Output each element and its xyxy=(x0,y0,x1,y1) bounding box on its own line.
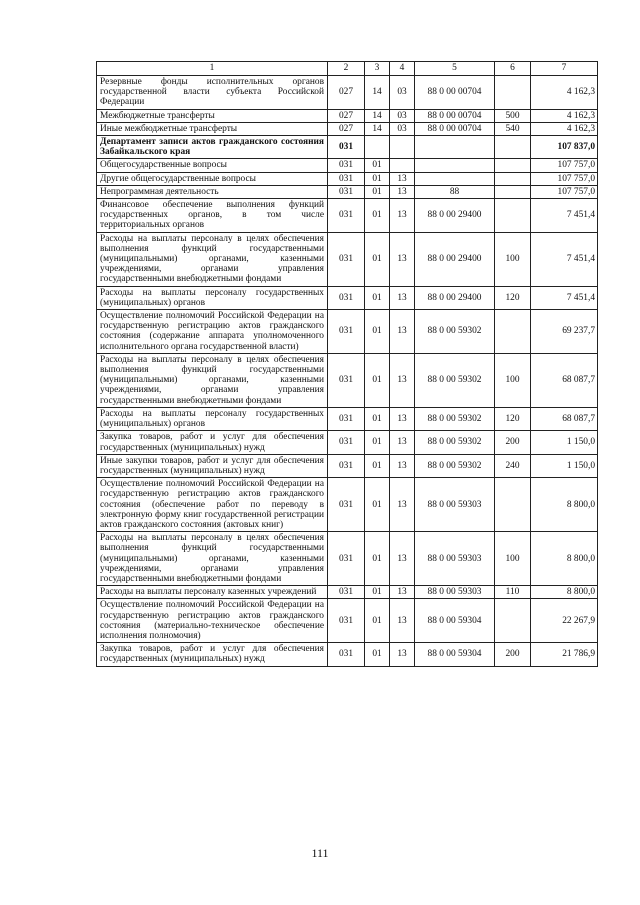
row-target-article-cell: 88 0 00 59302 xyxy=(415,431,495,454)
row-target-article-cell: 88 0 00 59302 xyxy=(415,407,495,430)
column-header: 5 xyxy=(415,62,495,76)
row-expense-type-cell xyxy=(495,310,531,354)
column-header: 7 xyxy=(531,62,598,76)
row-target-article-cell: 88 0 00 29400 xyxy=(415,232,495,286)
row-name-cell: Департамент записи актов гражданского состояния Забайкальского края xyxy=(97,136,328,159)
row-subsection-cell: 13 xyxy=(390,407,415,430)
row-section-cell: 14 xyxy=(365,122,390,135)
table-row xyxy=(97,431,598,454)
row-name-cell: Расходы на выплаты персоналу государственных (муниципальных) органов xyxy=(97,407,328,430)
row-expense-type-cell: 100 xyxy=(495,532,531,586)
row-amount-cell: 7 451,4 xyxy=(531,199,598,233)
row-target-article-cell xyxy=(415,136,495,159)
row-amount-cell: 69 237,7 xyxy=(531,310,598,354)
column-header: 4 xyxy=(390,62,415,76)
row-subsection-cell: 03 xyxy=(390,122,415,135)
row-amount-cell: 107 757,0 xyxy=(531,159,598,172)
row-subsection-cell: 13 xyxy=(390,185,415,198)
table-row xyxy=(97,643,598,666)
row-name-cell: Расходы на выплаты персоналу казенных учреждений xyxy=(97,586,328,599)
row-amount-cell: 7 451,4 xyxy=(531,232,598,286)
row-target-article-cell: 88 0 00 00704 xyxy=(415,122,495,135)
table-row xyxy=(97,353,598,407)
row-target-article-cell: 88 0 00 00704 xyxy=(415,76,495,110)
row-expense-type-cell xyxy=(495,172,531,185)
row-amount-cell: 107 757,0 xyxy=(531,185,598,198)
row-expense-type-cell: 120 xyxy=(495,286,531,309)
row-target-article-cell: 88 0 00 59302 xyxy=(415,310,495,354)
row-subsection-cell: 13 xyxy=(390,310,415,354)
row-subsection-cell: 03 xyxy=(390,76,415,110)
row-subsection-cell: 13 xyxy=(390,199,415,233)
row-amount-cell: 7 451,4 xyxy=(531,286,598,309)
row-expense-type-cell xyxy=(495,199,531,233)
row-name-cell: Расходы на выплаты персоналу в целях обеспечения выполнения функций государственными (муниципальными) органами, казенными учреждениями, органами управления государственными внебюджетными фондами xyxy=(97,232,328,286)
table-row xyxy=(97,454,598,477)
row-target-article-cell: 88 0 00 59302 xyxy=(415,353,495,407)
row-code-cell: 031 xyxy=(328,643,365,666)
row-amount-cell: 8 800,0 xyxy=(531,532,598,586)
row-target-article-cell: 88 0 00 00704 xyxy=(415,109,495,122)
row-section-cell: 01 xyxy=(365,353,390,407)
row-subsection-cell: 13 xyxy=(390,599,415,643)
row-expense-type-cell: 120 xyxy=(495,407,531,430)
table-row xyxy=(97,122,598,135)
row-subsection-cell: 13 xyxy=(390,172,415,185)
table-row xyxy=(97,532,598,586)
table-body xyxy=(97,62,598,667)
row-expense-type-cell: 240 xyxy=(495,454,531,477)
row-target-article-cell xyxy=(415,172,495,185)
row-target-article-cell: 88 0 00 29400 xyxy=(415,199,495,233)
row-name-cell: Резервные фонды исполнительных органов государственной власти субъекта Российской Федерации xyxy=(97,76,328,110)
row-subsection-cell: 13 xyxy=(390,478,415,532)
row-amount-cell: 8 800,0 xyxy=(531,478,598,532)
row-section-cell: 01 xyxy=(365,643,390,666)
row-expense-type-cell xyxy=(495,159,531,172)
row-section-cell: 14 xyxy=(365,109,390,122)
row-subsection-cell: 13 xyxy=(390,431,415,454)
row-name-cell: Расходы на выплаты персоналу государственных (муниципальных) органов xyxy=(97,286,328,309)
row-expense-type-cell: 540 xyxy=(495,122,531,135)
row-code-cell: 031 xyxy=(328,353,365,407)
row-code-cell: 031 xyxy=(328,586,365,599)
row-code-cell: 031 xyxy=(328,532,365,586)
row-name-cell: Финансовое обеспечение выполнения функций государственных органов, в том числе территориальных органов xyxy=(97,199,328,233)
row-section-cell: 01 xyxy=(365,286,390,309)
row-amount-cell: 4 162,3 xyxy=(531,76,598,110)
row-subsection-cell: 03 xyxy=(390,109,415,122)
row-section-cell: 01 xyxy=(365,454,390,477)
row-target-article-cell: 88 0 00 29400 xyxy=(415,286,495,309)
row-section-cell: 01 xyxy=(365,232,390,286)
row-code-cell: 031 xyxy=(328,478,365,532)
row-amount-cell: 8 800,0 xyxy=(531,586,598,599)
row-code-cell: 031 xyxy=(328,172,365,185)
row-expense-type-cell xyxy=(495,599,531,643)
column-header: 1 xyxy=(97,62,328,76)
row-subsection-cell: 13 xyxy=(390,586,415,599)
row-name-cell: Иные закупки товаров, работ и услуг для обеспечения государственных (муниципальных) нужд xyxy=(97,454,328,477)
row-name-cell: Осуществление полномочий Российской Федерации на государственную регистрацию актов гражданского состояния (содержание аппарата уполномоченного исполнительного органа государственной власти) xyxy=(97,310,328,354)
row-section-cell: 01 xyxy=(365,159,390,172)
row-code-cell: 031 xyxy=(328,185,365,198)
row-section-cell: 01 xyxy=(365,407,390,430)
row-section-cell: 01 xyxy=(365,599,390,643)
row-expense-type-cell: 110 xyxy=(495,586,531,599)
row-section-cell: 01 xyxy=(365,185,390,198)
row-section-cell: 01 xyxy=(365,532,390,586)
row-target-article-cell: 88 0 00 59303 xyxy=(415,478,495,532)
column-header: 3 xyxy=(365,62,390,76)
row-expense-type-cell: 100 xyxy=(495,353,531,407)
row-section-cell: 01 xyxy=(365,310,390,354)
row-code-cell: 031 xyxy=(328,407,365,430)
table-row xyxy=(97,478,598,532)
row-subsection-cell: 13 xyxy=(390,353,415,407)
row-subsection-cell: 13 xyxy=(390,454,415,477)
table-row xyxy=(97,109,598,122)
row-target-article-cell: 88 0 00 59302 xyxy=(415,454,495,477)
row-code-cell: 031 xyxy=(328,136,365,159)
row-code-cell: 031 xyxy=(328,454,365,477)
row-name-cell: Закупка товаров, работ и услуг для обеспечения государственных (муниципальных) нужд xyxy=(97,643,328,666)
row-amount-cell: 4 162,3 xyxy=(531,122,598,135)
row-name-cell: Межбюджетные трансферты xyxy=(97,109,328,122)
table-row xyxy=(97,232,598,286)
row-section-cell: 01 xyxy=(365,199,390,233)
row-amount-cell: 68 087,7 xyxy=(531,353,598,407)
row-expense-type-cell xyxy=(495,478,531,532)
table-row xyxy=(97,159,598,172)
table-row xyxy=(97,172,598,185)
row-amount-cell: 22 267,9 xyxy=(531,599,598,643)
row-code-cell: 031 xyxy=(328,599,365,643)
column-header: 2 xyxy=(328,62,365,76)
row-subsection-cell: 13 xyxy=(390,232,415,286)
row-name-cell: Закупка товаров, работ и услуг для обеспечения государственных (муниципальных) нужд xyxy=(97,431,328,454)
row-subsection-cell: 13 xyxy=(390,643,415,666)
row-code-cell: 031 xyxy=(328,431,365,454)
row-amount-cell: 107 837,0 xyxy=(531,136,598,159)
table-row xyxy=(97,136,598,159)
row-section-cell: 01 xyxy=(365,172,390,185)
row-amount-cell: 107 757,0 xyxy=(531,172,598,185)
row-section-cell: 01 xyxy=(365,431,390,454)
row-name-cell: Иные межбюджетные трансферты xyxy=(97,122,328,135)
row-code-cell: 031 xyxy=(328,310,365,354)
row-expense-type-cell xyxy=(495,76,531,110)
row-code-cell: 031 xyxy=(328,286,365,309)
row-code-cell: 031 xyxy=(328,159,365,172)
row-name-cell: Общегосударственные вопросы xyxy=(97,159,328,172)
row-expense-type-cell: 200 xyxy=(495,431,531,454)
row-code-cell: 027 xyxy=(328,109,365,122)
row-code-cell: 027 xyxy=(328,76,365,110)
row-amount-cell: 4 162,3 xyxy=(531,109,598,122)
row-amount-cell: 1 150,0 xyxy=(531,431,598,454)
table-row xyxy=(97,185,598,198)
table-row xyxy=(97,599,598,643)
column-header: 6 xyxy=(495,62,531,76)
row-target-article-cell: 88 0 00 59303 xyxy=(415,532,495,586)
row-name-cell: Расходы на выплаты персоналу в целях обеспечения выполнения функций государственными (муниципальными) органами, казенными учреждениями, органами управления государственными внебюджетными фондами xyxy=(97,532,328,586)
row-section-cell: 01 xyxy=(365,478,390,532)
row-amount-cell: 1 150,0 xyxy=(531,454,598,477)
row-name-cell: Расходы на выплаты персоналу в целях обеспечения выполнения функций государственными (муниципальными) органами, казенными учреждениями, органами управления государственными внебюджетными фондами xyxy=(97,353,328,407)
row-name-cell: Осуществление полномочий Российской Федерации на государственную регистрацию актов гражданского состояния (материально-техническое обеспечение исполнения полномочия) xyxy=(97,599,328,643)
table-row xyxy=(97,76,598,110)
row-expense-type-cell: 500 xyxy=(495,109,531,122)
page-number: 111 xyxy=(311,846,329,860)
table-row xyxy=(97,199,598,233)
row-expense-type-cell: 200 xyxy=(495,643,531,666)
row-code-cell: 031 xyxy=(328,232,365,286)
row-target-article-cell: 88 0 00 59304 xyxy=(415,599,495,643)
row-name-cell: Другие общегосударственные вопросы xyxy=(97,172,328,185)
row-subsection-cell xyxy=(390,159,415,172)
row-expense-type-cell xyxy=(495,185,531,198)
row-target-article-cell: 88 0 00 59304 xyxy=(415,643,495,666)
row-expense-type-cell: 100 xyxy=(495,232,531,286)
row-section-cell xyxy=(365,136,390,159)
budget-table xyxy=(96,61,598,667)
row-target-article-cell: 88 xyxy=(415,185,495,198)
table-row xyxy=(97,286,598,309)
row-amount-cell: 21 786,9 xyxy=(531,643,598,666)
row-code-cell: 027 xyxy=(328,122,365,135)
table-row xyxy=(97,586,598,599)
row-expense-type-cell xyxy=(495,136,531,159)
row-subsection-cell: 13 xyxy=(390,532,415,586)
row-name-cell: Непрограммная деятельность xyxy=(97,185,328,198)
row-name-cell: Осуществление полномочий Российской Федерации на государственную регистрацию актов гражданского состояния (обеспечение работ по переводу в электронную форму книг государственной регистрации актов гражданского состояния (актовых книг) xyxy=(97,478,328,532)
row-section-cell: 14 xyxy=(365,76,390,110)
table-row xyxy=(97,407,598,430)
row-section-cell: 01 xyxy=(365,586,390,599)
row-target-article-cell: 88 0 00 59303 xyxy=(415,586,495,599)
row-subsection-cell: 13 xyxy=(390,286,415,309)
row-code-cell: 031 xyxy=(328,199,365,233)
table-row xyxy=(97,310,598,354)
row-target-article-cell xyxy=(415,159,495,172)
row-amount-cell: 68 087,7 xyxy=(531,407,598,430)
document-page xyxy=(96,61,597,667)
table-header-row xyxy=(97,62,598,76)
row-subsection-cell xyxy=(390,136,415,159)
